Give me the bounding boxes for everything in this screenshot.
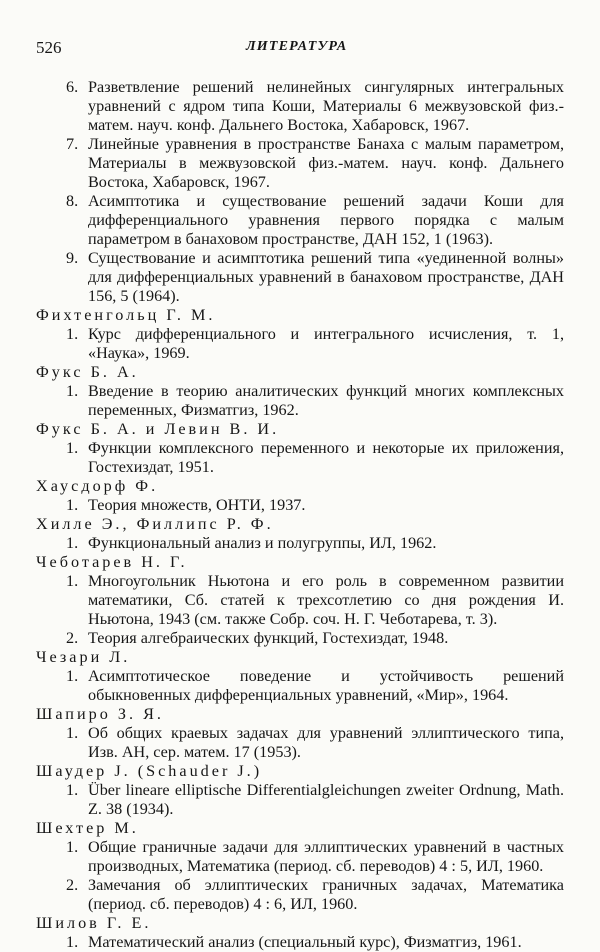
item-text: Über lineare elliptische Differentialgleichungen zweiter Ordnung, Math. Z. 38 (1934). — [88, 781, 564, 818]
item-text: Теория множеств, ОНТИ, 1937. — [88, 496, 306, 514]
author-name: Шехтер М. — [36, 819, 139, 837]
item-number: 1. — [66, 534, 79, 552]
bibliography-item — [0, 325, 600, 363]
bibliography-entry-group — [0, 515, 600, 553]
item-number: 2. — [66, 876, 79, 894]
item-text: Линейные уравнения в пространстве Банаха с малым параметром, Материалы в межвузовской физ.-матем. науч. конф. Дальнего Востока, Хабаровск, 1967. — [88, 135, 564, 191]
item-number: 1. — [66, 933, 79, 951]
bibliography-item — [0, 192, 600, 249]
bibliography-entry-group — [0, 78, 600, 306]
bibliography-item — [0, 838, 600, 876]
bibliography-list — [0, 78, 600, 952]
item-number: 2. — [66, 629, 79, 647]
item-text: Асимптотическое поведение и устойчивость решений обыкновенных дифференциальных уравнений, «Мир», 1964. — [88, 667, 564, 704]
item-number: 1. — [66, 325, 79, 343]
page-number: 526 — [36, 38, 62, 57]
bibliography-item — [0, 382, 600, 420]
item-text: Разветвление решений нелинейных сингулярных интегральных уравнений с ядром типа Коши, Материалы 6 межвузовской физ.-матем. науч. конф. Дальнего Востока, Хабаровск, 1967. — [88, 78, 564, 134]
bibliography-entry-group — [0, 705, 600, 762]
item-text: Функциональный анализ и полугруппы, ИЛ, 1962. — [88, 534, 437, 552]
bibliography-entry-group — [0, 306, 600, 363]
item-number: 1. — [66, 781, 79, 799]
author-name: Фукс Б. А. — [36, 363, 139, 381]
author-name: Шапиро З. Я. — [36, 705, 164, 723]
item-text: Об общих краевых задачах для уравнений эллиптического типа, Изв. АН, сер. матем. 17 (1953). — [88, 724, 564, 761]
item-text: Многоугольник Ньютона и его роль в современном развитии математики, Сб. статей к трехсотлетию со дня рождения И. Ньютона, 1943 (см. также Собр. соч. Н. Г. Чеботарева, т. 3). — [88, 572, 564, 628]
bibliography-entry-group — [0, 914, 600, 952]
author-name: Хилле Э., Филлипс Р. Ф. — [36, 515, 274, 533]
bibliography-entry-group — [0, 477, 600, 515]
bibliography-entry-group — [0, 363, 600, 420]
item-text: Математический анализ (специальный курс), Физматгиз, 1961. — [88, 933, 522, 951]
author-name: Шаудер J. (Schauder J.) — [36, 762, 263, 780]
item-text: Функции комплексного переменного и некоторые их приложения, Гостехиздат, 1951. — [88, 439, 564, 476]
bibliography-item — [0, 249, 600, 306]
author-name: Чеботарев Н. Г. — [36, 553, 188, 571]
item-text: Введение в теорию аналитических функций многих комплексных переменных, Физматгиз, 1962. — [88, 382, 564, 419]
item-number: 1. — [66, 382, 79, 400]
bibliography-item — [0, 629, 600, 648]
bibliography-item — [0, 572, 600, 629]
item-number: 1. — [66, 667, 79, 685]
item-text: Существование и асимптотика решений типа «уединенной волны» для дифференциальных уравнений в банаховом пространстве, ДАН 156, 5 (1964). — [88, 249, 564, 305]
bibliography-item — [0, 876, 600, 914]
running-title: ЛИТЕРАТУРА — [246, 39, 348, 54]
item-number: 1. — [66, 496, 79, 514]
item-number: 9. — [66, 249, 79, 267]
item-number: 1. — [66, 724, 79, 742]
author-name: Фихтенгольц Г. М. — [36, 306, 216, 324]
item-number: 1. — [66, 572, 79, 590]
item-text: Курс дифференциального и интегрального исчисления, т. 1, «Наука», 1969. — [88, 325, 564, 362]
item-text: Теория алгебраических функций, Гостехиздат, 1948. — [88, 629, 449, 647]
item-text: Асимптотика и существование решений задачи Коши для дифференциального уравнения первого порядка с малым параметром в банаховом пространстве, ДАН 152, 1 (1963). — [88, 192, 564, 248]
item-text: Общие граничные задачи для эллиптических уравнений в частных производных, Математика (период. сб. переводов) 4 : 5, ИЛ, 1960. — [88, 838, 564, 875]
bibliography-item — [0, 534, 600, 553]
item-number: 8. — [66, 192, 79, 210]
item-number: 7. — [66, 135, 79, 153]
bibliography-item — [0, 667, 600, 705]
item-number: 1. — [66, 439, 79, 457]
author-name: Фукс Б. А. и Левин В. И. — [36, 420, 280, 438]
bibliography-item — [0, 439, 600, 477]
bibliography-item — [0, 933, 600, 952]
bibliography-entry-group — [0, 420, 600, 477]
bibliography-entry-group — [0, 648, 600, 705]
bibliography-item — [0, 78, 600, 135]
bibliography-item — [0, 496, 600, 515]
bibliography-entry-group — [0, 819, 600, 914]
author-name: Шилов Г. Е. — [36, 914, 152, 932]
author-name: Хаусдорф Ф. — [36, 477, 159, 495]
item-number: 1. — [66, 838, 79, 856]
author-name: Чезари Л. — [36, 648, 131, 666]
item-text: Замечания об эллиптических граничных задачах, Математика (период. сб. переводов) 4 : 6, ИЛ, 1960. — [88, 876, 564, 913]
item-number: 6. — [66, 78, 79, 96]
bibliography-item — [0, 781, 600, 819]
bibliography-entry-group — [0, 762, 600, 819]
bibliography-entry-group — [0, 553, 600, 648]
bibliography-item — [0, 724, 600, 762]
bibliography-item — [0, 135, 600, 192]
page-header — [0, 38, 600, 58]
